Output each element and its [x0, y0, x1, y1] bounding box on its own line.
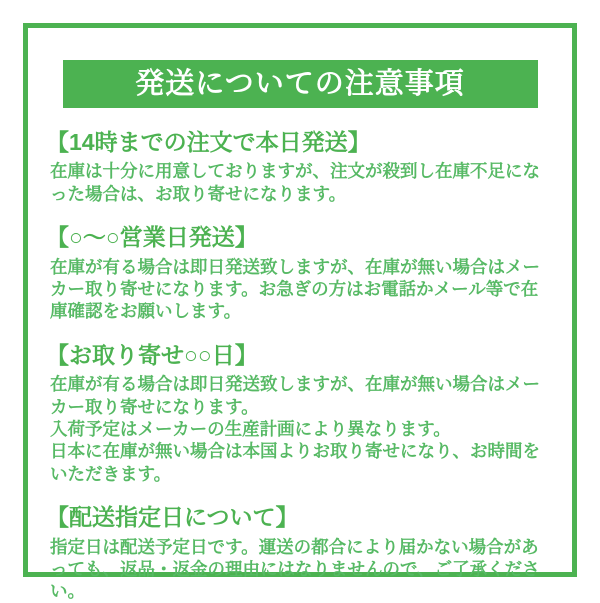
page-title: 発送についての注意事項 [135, 67, 465, 100]
header-bar [63, 60, 538, 108]
section-heading: 【配送指定日について】 [46, 504, 299, 531]
section-paragraph: 在庫が有る場合は即日発送致しますが、在庫が無い場合はメーカー取り寄せになります。お急ぎの方はお電話かメール等で在庫確認をお願いします。 [50, 256, 540, 322]
section-paragraph: 指定日は配送予定日です。運送の都合により届かない場合があっても、返品・返金の理由にはなりませんので、ご了承ください。 [50, 536, 540, 602]
section-paragraph: 在庫が有る場合は即日発送致しますが、在庫が無い場合はメーカー取り寄せになります。 [50, 374, 540, 417]
section-paragraph: 日本に在庫が無い場合は本国よりお取り寄せになり、お時間をいただきます。 [50, 441, 540, 484]
notice-section [46, 129, 548, 205]
section-heading: 【14時までの注文で本日発送】 [46, 129, 371, 155]
notice-frame [23, 23, 577, 602]
notice-content [28, 108, 572, 603]
section-paragraph: 入荷予定はメーカーの生産計画により異なります。 [50, 419, 451, 440]
notice-section [46, 342, 548, 485]
section-paragraph: 在庫は十分に用意しておりますが、注文が殺到し在庫不足になった場合は、お取り寄せになります。 [50, 161, 540, 204]
section-heading: 【○～○営業日発送】 [46, 224, 258, 251]
section-heading: 【お取り寄せ○○日】 [46, 341, 258, 368]
notice-section [46, 224, 548, 323]
notice-section [46, 504, 548, 603]
